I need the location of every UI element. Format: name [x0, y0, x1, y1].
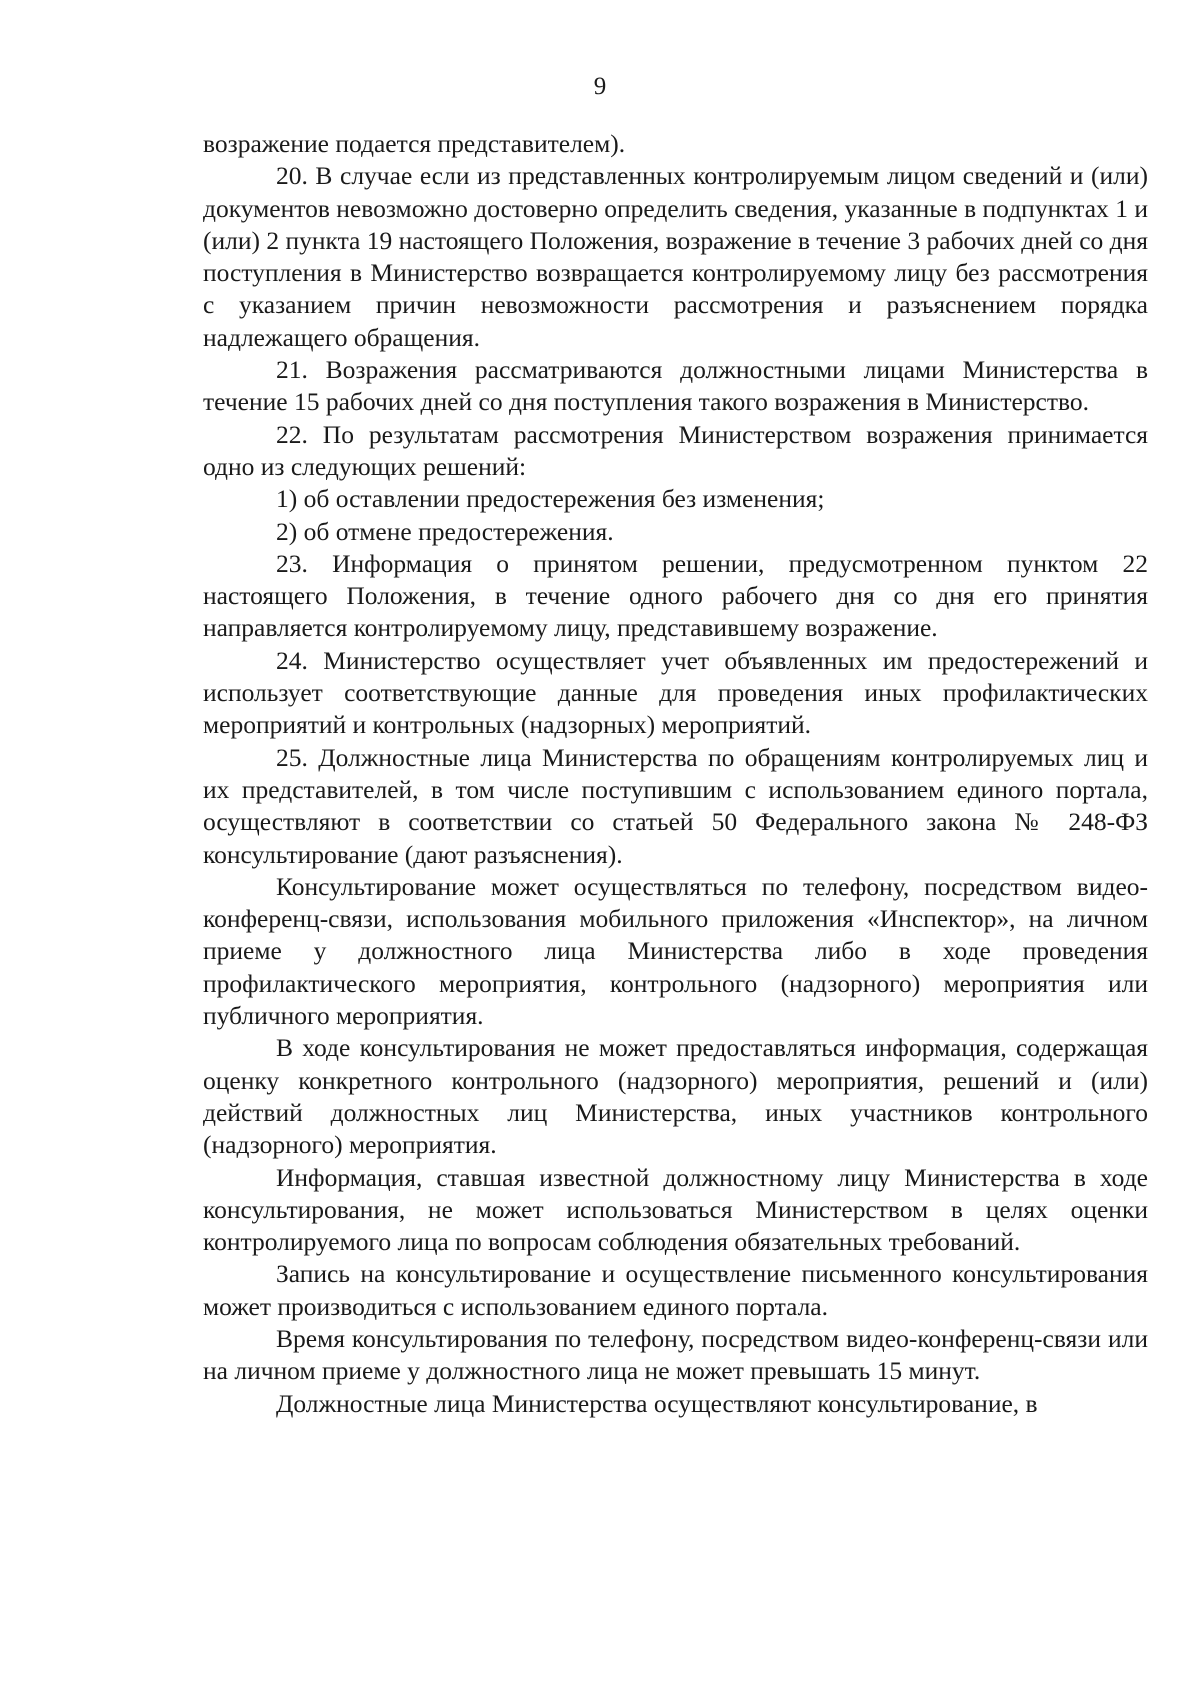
paragraph-item-25: 25. Должностные лица Министерства по обращениям контролируемых лиц и их представителей, в том числе поступившим с использованием единого портала, осуществляют в соответствии со статьей 50 Федерального закона № 248-ФЗ консультирование (дают разъяснения). [203, 742, 1148, 869]
paragraph-item-22: 22. По результатам рассмотрения Министерством возражения принимается одно из следующих решений: [203, 419, 1148, 481]
paragraph-item-21: 21. Возражения рассматриваются должностными лицами Министерства в течение 15 рабочих дней со дня поступления такого возражения в Министерство. [203, 355, 1148, 417]
paragraph-item-20: 20. В случае если из представленных контролируемым лицом сведений и (или) документов невозможно достоверно определить сведения, указанные в подпунктах 1 и (или) 2 пункта 19 настоящего Положения, возражение в течение 3 рабочих дней со дня поступления в Министерство возвращается контролируемому лицу без рассмотрения с указанием причин невозможности рассмотрения и разъяснением порядка надлежащего обращения. [203, 161, 1148, 352]
document-body [203, 128, 1148, 1420]
page-number: 9 [593, 73, 607, 100]
paragraph-consulting-officials: Должностные лица Министерства осуществляют консультирование, в [276, 1388, 1038, 1418]
paragraph-continuation: возражение подается представителем). [203, 129, 626, 158]
paragraph-consulting-channels: Консультирование может осуществляться по телефону, посредством видео-конференц-связи, использования мобильного приложения «Инспектор», на личном приеме у должностного лица Министерства либо в ходе проведения профилактического мероприятия, контрольного (надзорного) мероприятия или публичного мероприятия. [203, 871, 1148, 1031]
paragraph-consulting-restrictions: В ходе консультирования не может предоставляться информация, содержащая оценку конкретного контрольного (надзорного) мероприятия, решений и (или) действий должностных лиц Министерства, иных участников контрольного (надзорного) мероприятия. [203, 1033, 1148, 1160]
paragraph-item-23: 23. Информация о принятом решении, предусмотренном пунктом 22 настоящего Положения, в течение одного рабочего дня со дня его принятия направляется контролируемому лицу, представившему возражение. [203, 548, 1148, 643]
paragraph-consulting-information-use: Информация, ставшая известной должностному лицу Министерства в ходе консультирования, не может использоваться Министерством в целях оценки контролируемого лица по вопросам соблюдения обязательных требований. [203, 1162, 1148, 1257]
paragraph-consulting-registration: Запись на консультирование и осуществление письменного консультирования может производиться с использованием единого портала. [203, 1259, 1148, 1321]
paragraph-consulting-duration: Время консультирования по телефону, посредством видео-конференц-связи или на личном приеме у должностного лица не может превышать 15 минут. [203, 1323, 1148, 1386]
paragraph-subitem-2: 2) об отмене предостережения. [276, 516, 614, 546]
paragraph-subitem-1: 1) об оставлении предостережения без изменения; [276, 484, 825, 514]
paragraph-item-24: 24. Министерство осуществляет учет объявленных им предостережений и использует соответствующие данные для проведения иных профилактических мероприятий и контрольных (надзорных) мероприятий. [203, 645, 1148, 740]
